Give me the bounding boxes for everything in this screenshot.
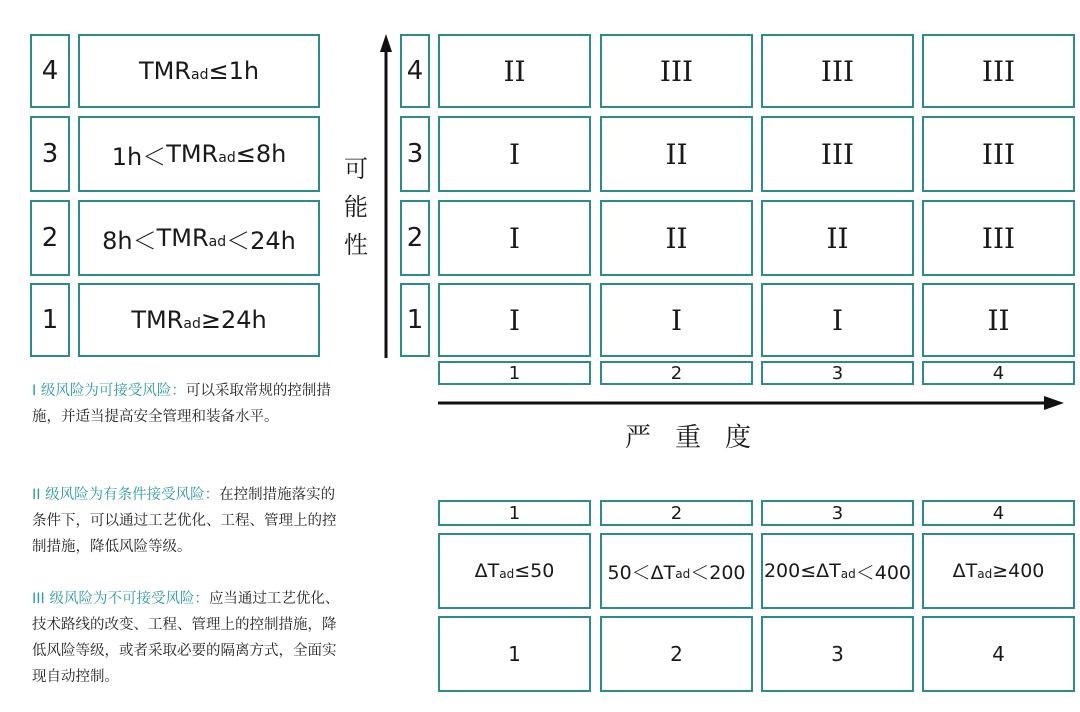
matrix-col-label-1: 1 xyxy=(438,361,591,385)
matrix-cell: III xyxy=(761,34,914,108)
severity-header-4: 4 xyxy=(922,500,1075,526)
matrix-row-label-4: 4 xyxy=(400,34,430,108)
range-sub: ad xyxy=(840,567,856,581)
severity-axis-label: 严重度 xyxy=(624,423,775,453)
matrix-cell: II xyxy=(922,283,1075,357)
risk-desc-title: III 级风险为不可接受风险： xyxy=(32,591,209,607)
matrix-row-label-2: 2 xyxy=(400,200,430,276)
matrix-cell: II xyxy=(600,116,753,192)
range-sub: ad xyxy=(218,150,236,166)
range-suffix: ≤1h xyxy=(208,57,260,85)
matrix-cell: II xyxy=(600,200,753,276)
likelihood-axis-label: 可能性 xyxy=(344,155,368,259)
likelihood-arrow-head xyxy=(380,34,392,52)
range-sub: ad xyxy=(977,567,993,581)
range-suffix: ≥24h xyxy=(200,306,267,334)
range-sub: ad xyxy=(208,234,227,250)
range-sub: ad xyxy=(190,67,209,83)
matrix-cell: III xyxy=(922,200,1075,276)
severity-range-2 xyxy=(600,533,753,609)
severity-range-1 xyxy=(438,533,591,609)
matrix-cell: II xyxy=(761,200,914,276)
matrix-cell: I xyxy=(438,200,591,276)
risk-desc-2 xyxy=(32,482,344,560)
severity-value-3: 3 xyxy=(761,616,914,692)
risk-desc-1 xyxy=(32,378,344,430)
severity-value-1: 1 xyxy=(438,616,591,692)
range-prefix: ΔT xyxy=(952,560,978,582)
likelihood-level-4: 4 xyxy=(30,34,70,108)
matrix-col-label-3: 3 xyxy=(761,361,914,385)
range-sub: ad xyxy=(675,567,691,581)
severity-arrow-head xyxy=(1044,396,1064,410)
likelihood-level-3: 3 xyxy=(30,116,70,192)
matrix-cell: I xyxy=(438,283,591,357)
range-sub: ad xyxy=(499,567,515,581)
range-suffix: ＜400 xyxy=(855,561,912,584)
likelihood-level-2: 2 xyxy=(30,200,70,276)
matrix-cell: I xyxy=(600,283,753,357)
range-suffix: ≤50 xyxy=(514,560,555,582)
severity-header-1: 1 xyxy=(438,500,591,526)
matrix-cell: III xyxy=(761,116,914,192)
range-suffix: ≤8h xyxy=(235,140,287,168)
matrix-row-label-3: 3 xyxy=(400,116,430,192)
matrix-row-label-1: 1 xyxy=(400,283,430,357)
matrix-col-label-4: 4 xyxy=(922,361,1075,385)
matrix-cell: III xyxy=(922,116,1075,192)
range-suffix: ＜200 xyxy=(690,561,746,584)
tmr-symbol: TMR xyxy=(138,57,191,85)
risk-desc-3 xyxy=(32,586,344,690)
tmr-symbol: TMR xyxy=(166,140,219,168)
risk-desc-title: I 级风险为可接受风险： xyxy=(32,383,186,399)
range-prefix: 8h＜ xyxy=(102,226,157,255)
risk-desc-title: II 级风险为有条件接受风险： xyxy=(32,487,220,503)
range-prefix: 50＜ΔT xyxy=(607,561,676,584)
severity-header-2: 2 xyxy=(600,500,753,526)
risk-desc-body: 应当通过工艺优化、技术路线的改变、工程、管理上的控制措施，降低风险等级，或者采取必要的隔离方式，全面实现自动控制。 xyxy=(32,591,340,685)
risk-desc-body: 可以采取常规的控制措施，并适当提高安全管理和装备水平。 xyxy=(32,383,331,425)
severity-value-4: 4 xyxy=(922,616,1075,692)
range-prefix: 1h＜ xyxy=(111,142,167,171)
range-sub: ad xyxy=(183,316,201,332)
matrix-cell: II xyxy=(438,34,591,108)
severity-range-3 xyxy=(761,533,914,609)
range-prefix: 200≤ΔT xyxy=(763,560,841,582)
severity-header-3: 3 xyxy=(761,500,914,526)
tmr-symbol: TMR xyxy=(131,306,184,334)
severity-value-2: 2 xyxy=(600,616,753,692)
matrix-cell: I xyxy=(761,283,914,357)
severity-range-4 xyxy=(922,533,1075,609)
tmr-symbol: TMR xyxy=(156,224,209,252)
range-suffix: ＜24h xyxy=(226,226,296,255)
matrix-cell: III xyxy=(922,34,1075,108)
matrix-col-label-2: 2 xyxy=(600,361,753,385)
range-prefix: ΔT xyxy=(474,560,500,582)
range-suffix: ≥400 xyxy=(992,560,1045,582)
matrix-cell: III xyxy=(600,34,753,108)
risk-desc-body: 在控制措施落实的条件下，可以通过工艺优化、工程、管理上的控制措施，降低风险等级。 xyxy=(32,487,337,555)
matrix-cell: I xyxy=(438,116,591,192)
likelihood-level-1: 1 xyxy=(30,283,70,357)
